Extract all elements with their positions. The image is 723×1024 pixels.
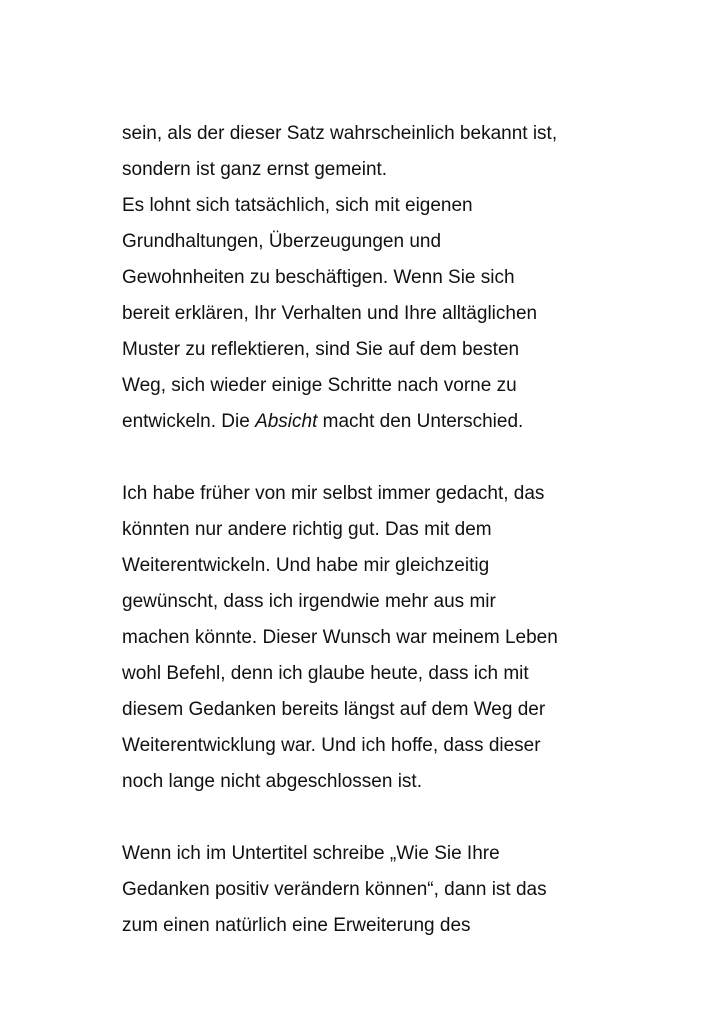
text-line: wohl Befehl, denn ich glaube heute, dass ich mit [122, 663, 529, 684]
paragraph-spacer [122, 800, 622, 836]
text-line-with-emphasis [122, 404, 622, 440]
text-line: Weiterentwicklung war. Und ich hoffe, dass dieser [122, 735, 541, 756]
text-line: Gedanken positiv verändern können“, dann ist das [122, 879, 547, 900]
text-line: Weiterentwickeln. Und habe mir gleichzeitig [122, 555, 490, 576]
line-text-after: macht den Unterschied. [317, 411, 524, 432]
text-line: Weg, sich wieder einige Schritte nach vorne zu [122, 375, 517, 396]
paragraph-3 [122, 476, 622, 800]
paragraph-2 [122, 188, 622, 440]
paragraph-4 [122, 836, 622, 944]
text-line: Muster zu reflektieren, sind Sie auf dem besten [122, 339, 520, 360]
line-text-before: entwickeln. Die [122, 411, 256, 432]
body-text [122, 116, 622, 944]
text-line: bereit erklären, Ihr Verhalten und Ihre alltäglichen [122, 303, 538, 324]
text-line: machen könnte. Dieser Wunsch war meinem Leben [122, 627, 558, 648]
text-line: noch lange nicht abgeschlossen ist. [122, 771, 422, 792]
emphasized-word: Absicht [255, 411, 318, 432]
text-line: sondern ist ganz ernst gemeint. [122, 159, 388, 180]
paragraph-1 [122, 116, 622, 188]
text-line: diesem Gedanken bereits längst auf dem Weg der [122, 699, 546, 720]
text-line: Wenn ich im Untertitel schreibe „Wie Sie Ihre [122, 843, 500, 864]
text-line: Grundhaltungen, Überzeugungen und [122, 231, 442, 252]
text-line: gewünscht, dass ich irgendwie mehr aus mir [122, 591, 496, 612]
paragraph-spacer [122, 440, 622, 476]
text-line: Gewohnheiten zu beschäftigen. Wenn Sie sich [122, 267, 515, 288]
text-line: könnten nur andere richtig gut. Das mit dem [122, 519, 492, 540]
text-line: Ich habe früher von mir selbst immer gedacht, das [122, 483, 545, 504]
text-line: Es lohnt sich tatsächlich, sich mit eigenen [122, 195, 473, 216]
text-line: zum einen natürlich eine Erweiterung des [122, 915, 471, 936]
text-line: sein, als der dieser Satz wahrscheinlich bekannt ist, [122, 123, 558, 144]
